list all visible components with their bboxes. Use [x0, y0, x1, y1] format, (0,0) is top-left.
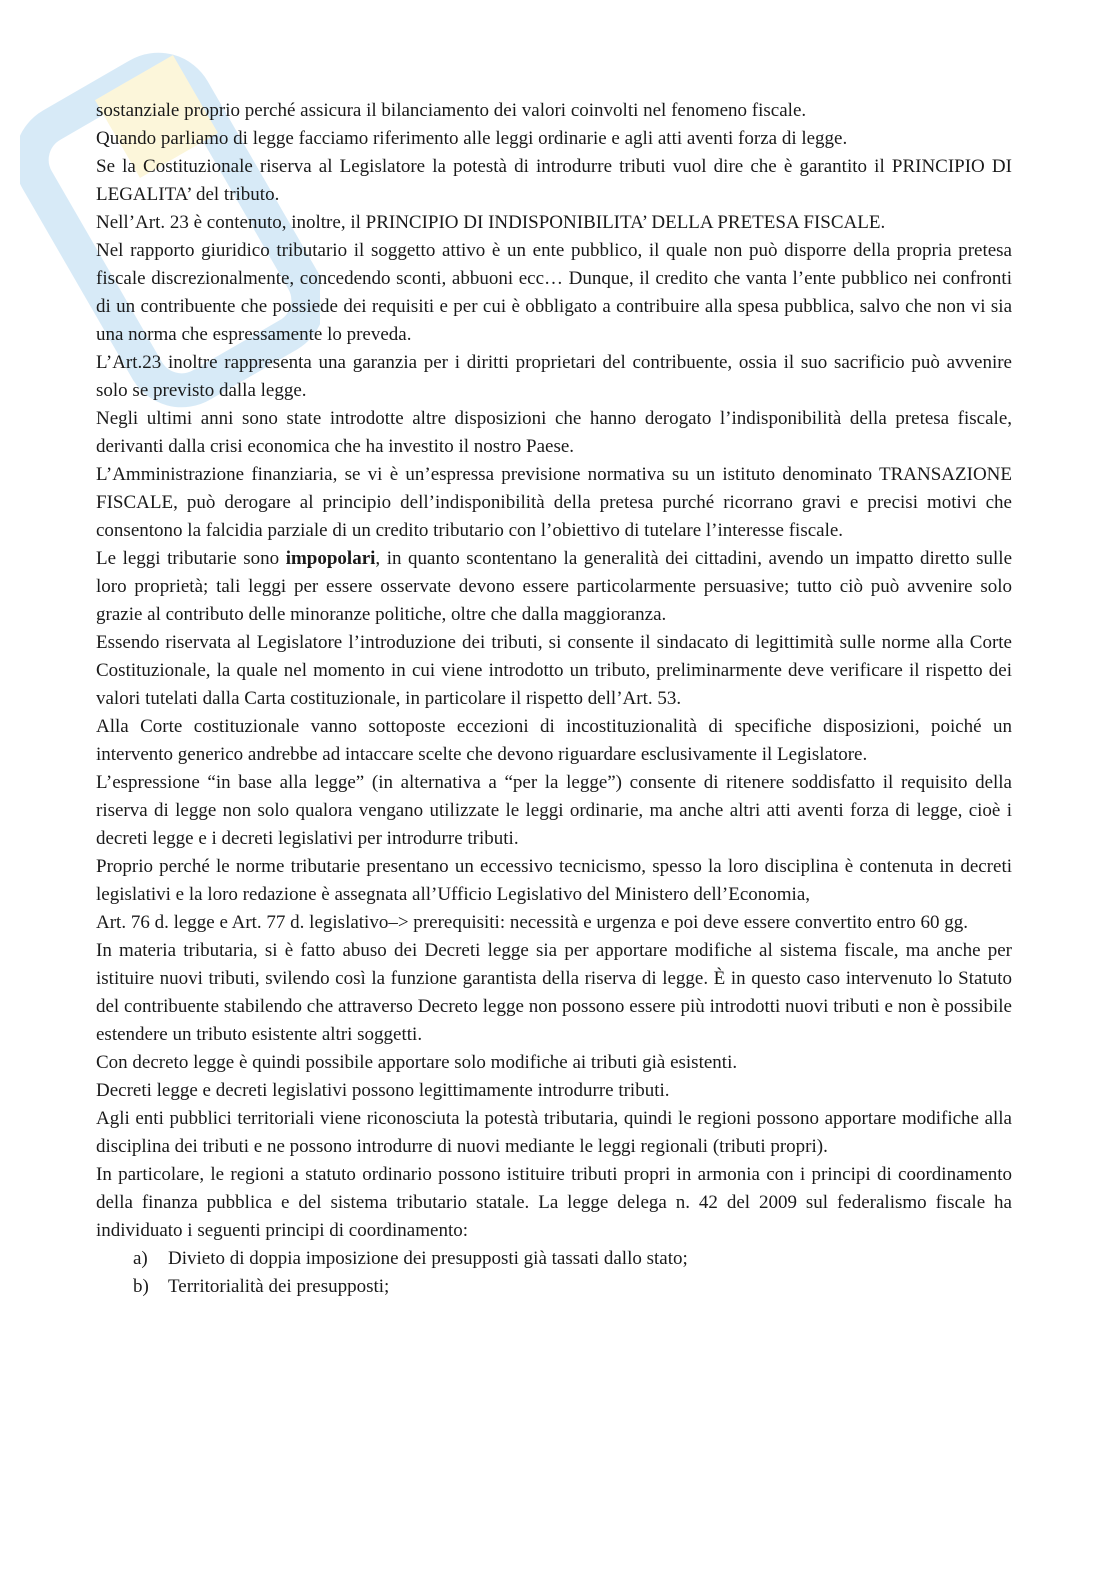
- list-marker: a): [133, 1248, 148, 1269]
- paragraph: Proprio perché le norme tributarie presentano un eccessivo tecnicismo, spesso la loro disciplina è contenuta in decreti legislativi e la loro redazione è assegnata all’Ufficio Legislativo del Ministero dell’Economia,: [96, 856, 1012, 905]
- paragraph: Se la Costituzionale riserva al Legislatore la potestà di introdurre tributi vuol dire che è garantito il PRINCIPIO DI LEGALITA’ del tributo.: [96, 156, 1012, 205]
- paragraph: In materia tributaria, si è fatto abuso dei Decreti legge sia per apportare modifiche al sistema fiscale, ma anche per istituire nuovi tributi, svilendo così la funzione garantista della riserva di legge. È in questo caso intervenuto lo Statuto del contribuente stabilendo che attraverso Decreto legge non possono essere più introdotti nuovi tributi e non è possibile estendere un tributo esistente altri soggetti.: [96, 940, 1012, 1045]
- paragraph: L’Amministrazione finanziaria, se vi è un’espressa previsione normativa su un istituto denominato TRANSAZIONE FISCALE, può derogare al principio dell’indisponibilità della pretesa purché ricorrano gravi e precisi motivi che consentono la falcidia parziale di un credito tributario con l’obiettivo di tutelare l’interesse fiscale.: [96, 464, 1012, 541]
- paragraph: Le leggi tributarie sono impopolari, in quanto scontentano la generalità dei cittadini, avendo un impatto diretto sulle loro proprietà; tali leggi per essere osservate devono essere particolarmente persuasive; tutto ciò può avvenire solo grazie al contributo delle minoranze politiche, oltre che dalla maggioranza.: [96, 548, 1013, 625]
- paragraph: Negli ultimi anni sono state introdotte altre disposizioni che hanno derogato l’indisponibilità della pretesa fiscale, derivanti dalla crisi economica che ha investito il nostro Paese.: [96, 408, 1012, 457]
- paragraph: Nell’Art. 23 è contenuto, inoltre, il PRINCIPIO DI INDISPONIBILITA’ DELLA PRETESA FISCALE.: [96, 212, 886, 233]
- bold-term: impopolari: [285, 548, 376, 569]
- list-marker: b): [133, 1276, 149, 1297]
- paragraph: In particolare, le regioni a statuto ordinario possono istituire tributi propri in armonia con i principi di coordinamento della finanza pubblica e del sistema tributario statale. La legge delega n. 42 del 2009 sul federalismo fiscale ha individuato i seguenti principi di coordinamento:: [96, 1164, 1012, 1241]
- list-item: a) Divieto di doppia imposizione dei presupposti già tassati dallo stato;: [96, 1245, 1012, 1273]
- principles-list: [96, 1245, 1012, 1301]
- paragraph: Nel rapporto giuridico tributario il soggetto attivo è un ente pubblico, il quale non può disporre della propria pretesa fiscale discrezionalmente, concedendo sconti, abbuoni ecc… Dunque, il credito che vanta l’ente pubblico nei confronti di un contribuente che possiede dei requisiti e per cui è obbligato a contribuire alla spesa pubblica, salvo che non vi sia una norma che espressamente lo preveda.: [96, 240, 1012, 345]
- paragraph: Art. 76 d. legge e Art. 77 d. legislativo–> prerequisiti: necessità e urgenza e poi deve essere convertito entro 60 gg.: [96, 912, 968, 933]
- list-item: b) Territorialità dei presupposti;: [96, 1273, 1012, 1301]
- paragraph: Agli enti pubblici territoriali viene riconosciuta la potestà tributaria, quindi le regioni possono apportare modifiche alla disciplina dei tributi e ne possono introdurre di nuovi mediante le leggi regionali (tributi propri).: [96, 1108, 1012, 1157]
- paragraph: Decreti legge e decreti legislativi possono legittimamente introdurre tributi.: [96, 1080, 670, 1101]
- paragraph: Quando parliamo di legge facciamo riferimento alle leggi ordinarie e agli atti aventi forza di legge.: [96, 128, 848, 149]
- paragraph: Con decreto legge è quindi possibile apportare solo modifiche ai tributi già esistenti.: [96, 1052, 738, 1073]
- paragraph: L’Art.23 inoltre rappresenta una garanzia per i diritti proprietari del contribuente, ossia il suo sacrificio può avvenire solo se previsto dalla legge.: [96, 352, 1012, 401]
- paragraph: Essendo riservata al Legislatore l’introduzione dei tributi, si consente il sindacato di legittimità sulle norme alla Corte Costituzionale, la quale nel momento in cui viene introdotto un tributo, preliminarmente deve verificare il rispetto dei valori tutelati dalla Carta costituzionale, in particolare il rispetto dell’Art. 53.: [96, 632, 1012, 709]
- document-page: [96, 97, 1012, 1301]
- paragraph: L’espressione “in base alla legge” (in alternativa a “per la legge”) consente di ritenere soddisfatto il requisito della riserva di legge non solo qualora vengano utilizzate le leggi ordinarie, ma anche altri atti aventi forza di legge, cioè i decreti legge e i decreti legislativi per introdurre tributi.: [96, 772, 1012, 849]
- paragraph: sostanziale proprio perché assicura il bilanciamento dei valori coinvolti nel fenomeno fiscale.: [96, 100, 807, 121]
- paragraph: Alla Corte costituzionale vanno sottoposte eccezioni di incostituzionalità di specifiche disposizioni, poiché un intervento generico andrebbe ad intaccare scelte che devono riguardare esclusivamente il Legislatore.: [96, 716, 1012, 765]
